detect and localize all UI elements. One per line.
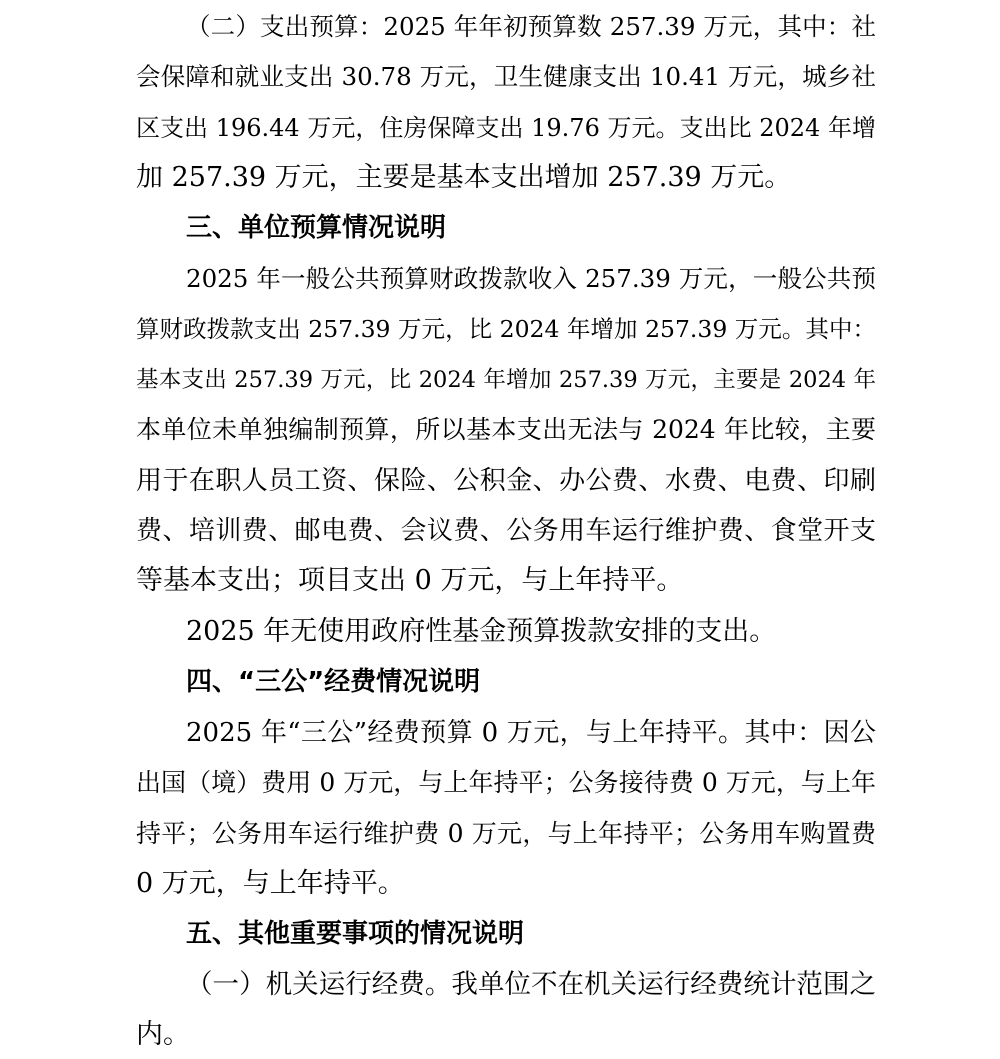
paragraph-unit-budget-line-3: 基本支出 257.39 万元，比 2024 年增加 257.39 万元，主要是 2024 年 xyxy=(136,367,876,393)
paragraph-unit-budget-line-1: 2025 年一般公共预算财政拨款收入 257.39 万元，一般公共预 xyxy=(186,264,876,293)
paragraph-unit-budget-line-2: 算财政拨款支出 257.39 万元，比 2024 年增加 257.39 万元。其中： xyxy=(136,315,876,343)
paragraph-three-public-line-4: 0 万元，与上年持平。 xyxy=(136,868,405,899)
paragraph-unit-budget-line-5: 用于在职人员工资、保险、公积金、办公费、水费、电费、印刷 xyxy=(136,466,876,496)
paragraph-operating-expenses-line-1: （一）机关运行经费。我单位不在机关运行经费统计范围之 xyxy=(186,969,876,1000)
paragraph-operating-expenses-line-2: 内。 xyxy=(136,1019,190,1050)
paragraph-unit-budget-line-6: 费、培训费、邮电费、会议费、公务用车运行维护费、食堂开支 xyxy=(136,516,876,546)
section-heading-other-matters: 五、其他重要事项的情况说明 xyxy=(186,919,525,949)
paragraph-three-public-line-1: 2025 年“三公”经费预算 0 万元，与上年持平。其中：因公 xyxy=(186,718,876,748)
paragraph-expenditure-budget-line-2: 会保障和就业支出 30.78 万元，卫生健康支出 10.41 万元，城乡社 xyxy=(136,62,876,91)
section-heading-three-public-expenses: 四、“三公”经费情况说明 xyxy=(186,667,481,697)
paragraph-three-public-line-2: 出国（境）费用 0 万元，与上年持平；公务接待费 0 万元，与上年 xyxy=(136,768,876,797)
paragraph-government-fund: 2025 年无使用政府性基金预算拨款安排的支出。 xyxy=(186,616,777,647)
paragraph-expenditure-budget-line-1: （二）支出预算：2025 年年初预算数 257.39 万元，其中：社 xyxy=(186,12,876,41)
paragraph-unit-budget-line-4: 本单位未单独编制预算，所以基本支出无法与 2024 年比较，主要 xyxy=(136,415,876,444)
paragraph-unit-budget-line-7: 等基本支出；项目支出 0 万元，与上年持平。 xyxy=(136,565,684,596)
paragraph-three-public-line-3: 持平；公务用车运行维护费 0 万元，与上年持平；公务用车购置费 xyxy=(136,819,876,848)
paragraph-expenditure-budget-line-4: 加 257.39 万元，主要是基本支出增加 257.39 万元。 xyxy=(136,162,792,193)
paragraph-expenditure-budget-line-3: 区支出 196.44 万元，住房保障支出 19.76 万元。支出比 2024 年增 xyxy=(136,114,876,142)
section-heading-unit-budget: 三、单位预算情况说明 xyxy=(186,213,447,243)
